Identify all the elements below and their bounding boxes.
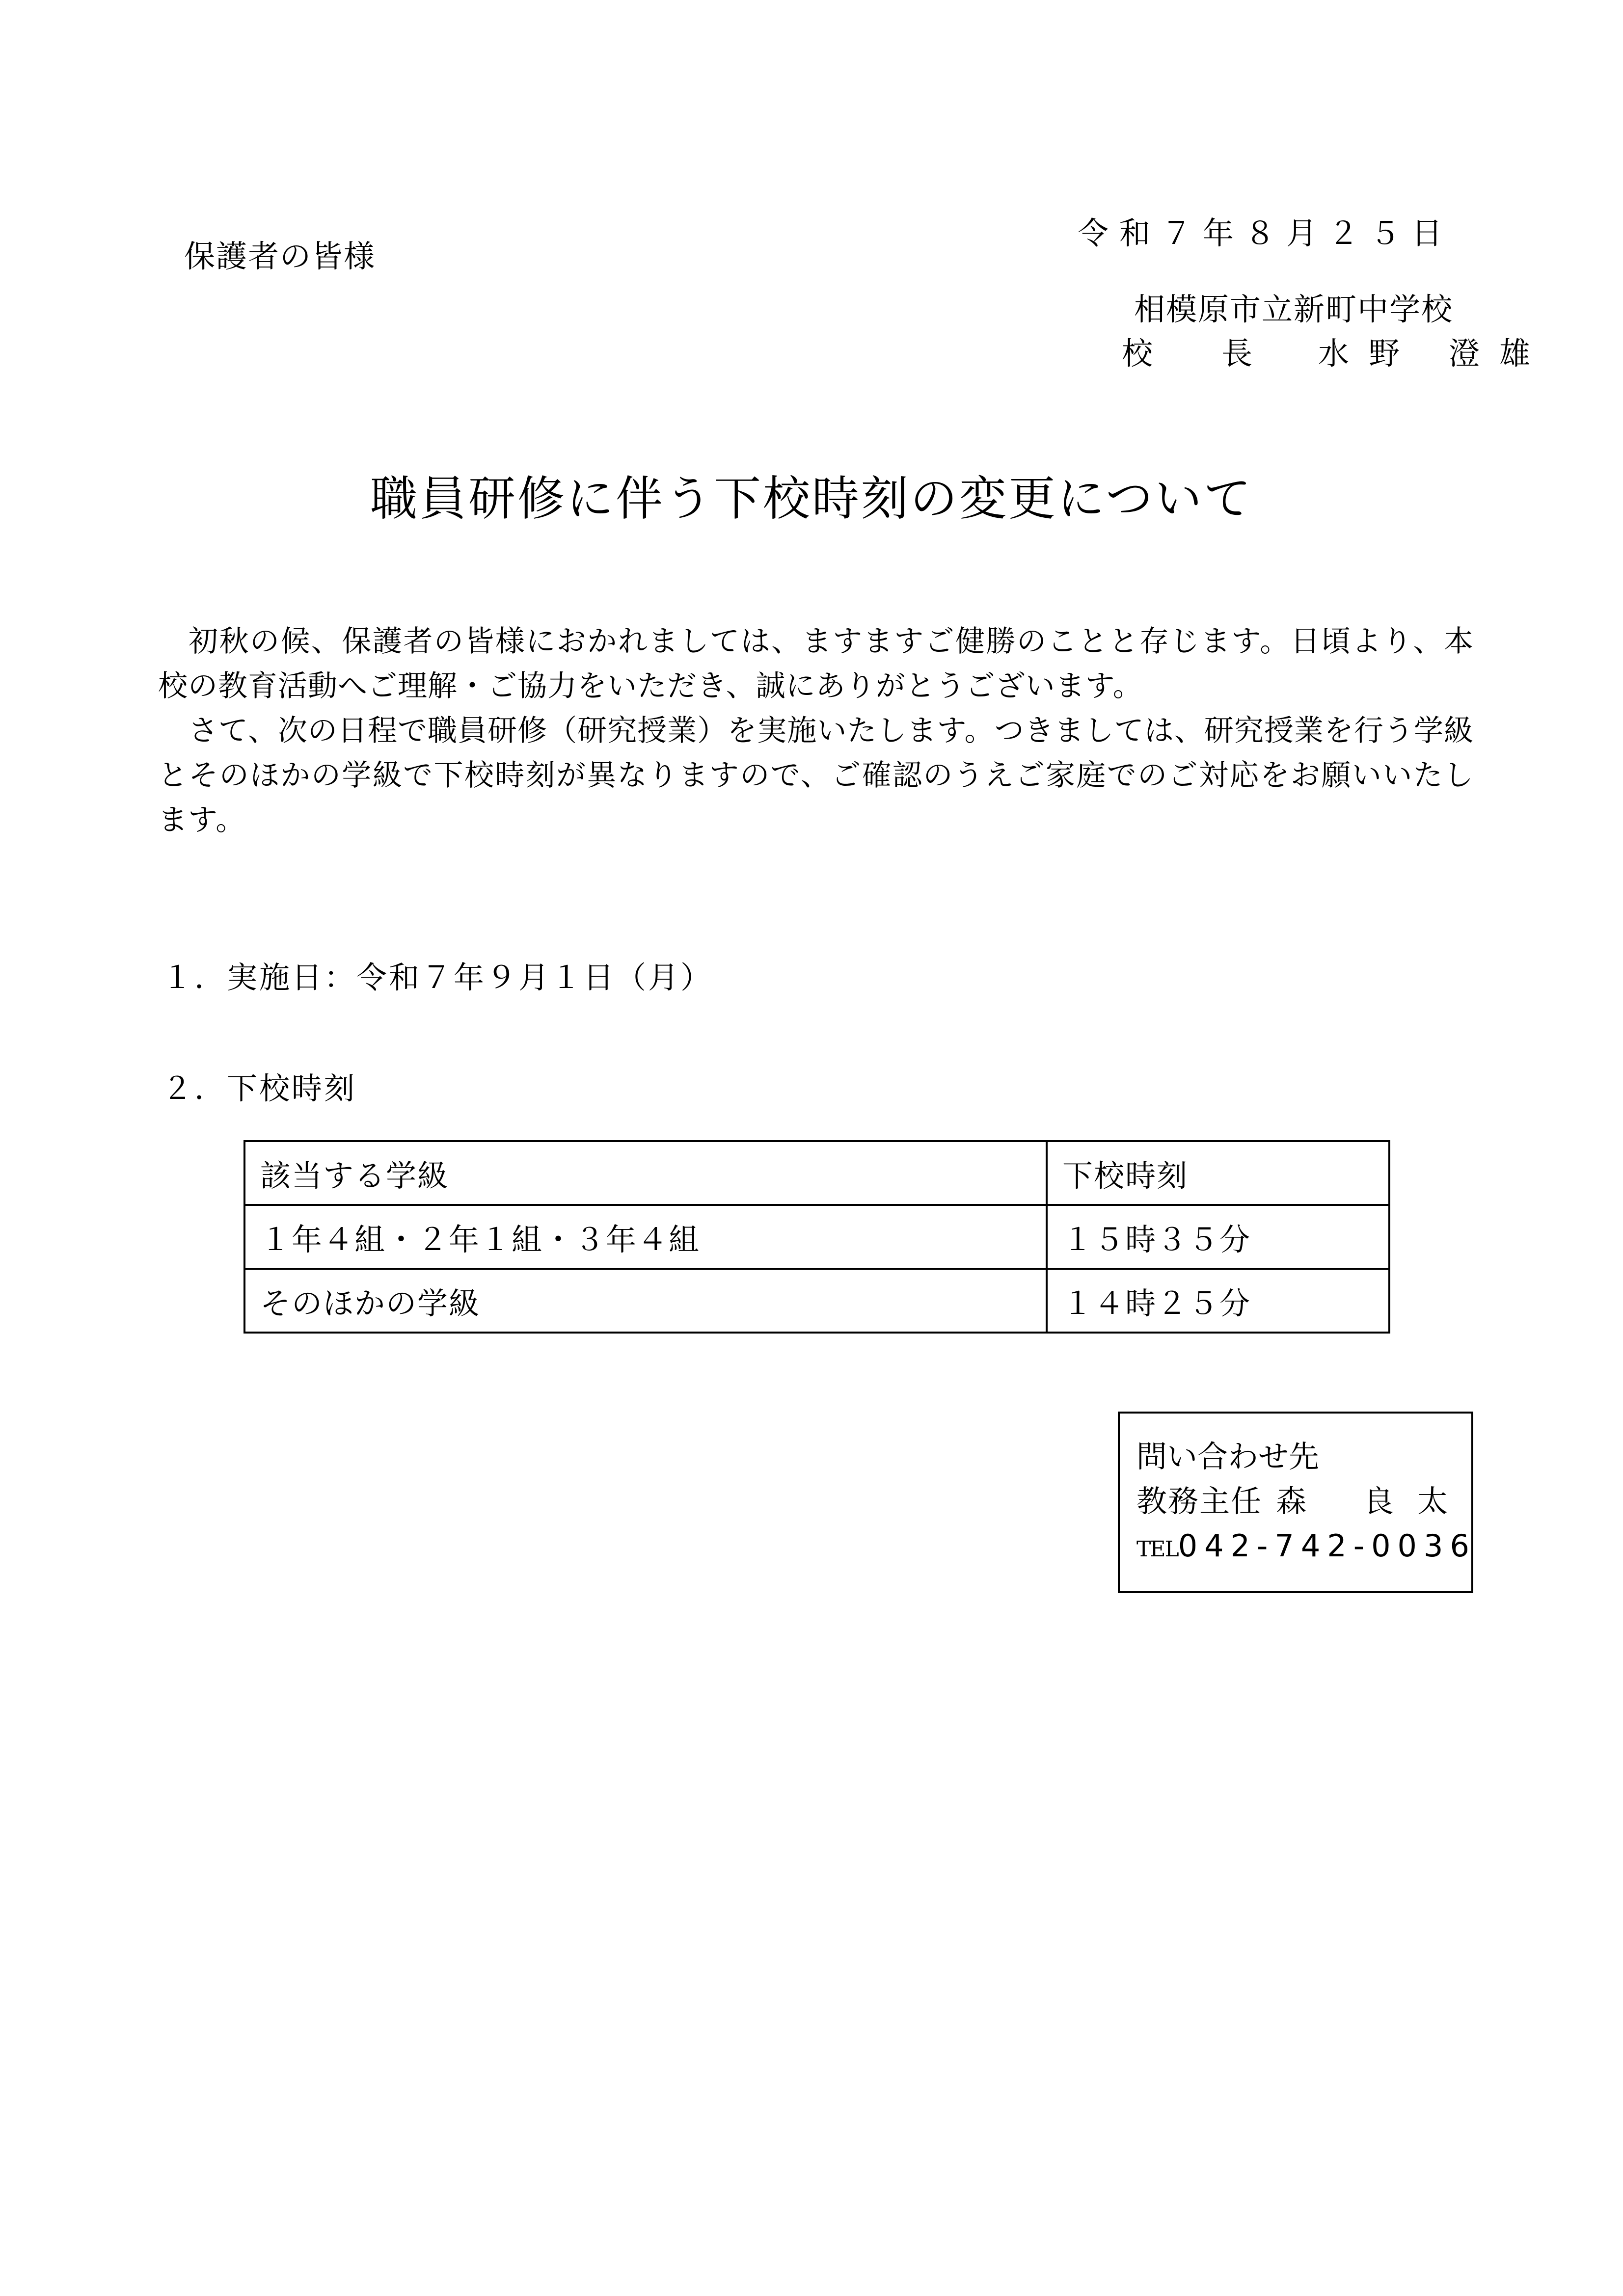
- table-cell: １４時２５分: [1047, 1269, 1389, 1333]
- tel-number: 042-742-0036: [1178, 1528, 1476, 1564]
- principal: [1122, 329, 1550, 374]
- tel-label: TEL: [1136, 1537, 1178, 1562]
- table-header-cell: 下校時刻: [1047, 1141, 1389, 1205]
- contact-name: 森 良太: [1276, 1483, 1471, 1519]
- schedule-table: [243, 1140, 1390, 1334]
- body-paragraph: さて、次の日程で職員研修（研究授業）を実施いたします。つきましては、研究授業を行う学級とそのほかの学級で下校時刻が異なりますので、ご確認のうえご家庭でのご対応をお願いいたします。: [158, 714, 1474, 837]
- item-dismissal-time: ２．下校時刻: [162, 1070, 357, 1106]
- recipient: 保護者の皆様: [184, 239, 376, 274]
- contact-person: [1136, 1479, 1471, 1523]
- item-date: １．実施日：令和７年９月１日（月）: [162, 960, 713, 995]
- contact-tel: [1136, 1523, 1476, 1572]
- table-cell: １年４組・２年１組・３年４組: [244, 1205, 1047, 1269]
- body-text: [158, 619, 1474, 843]
- school-name: 相模原市立新町中学校: [1134, 292, 1453, 327]
- body-paragraph: 初秋の候、保護者の皆様におかれましては、ますますご健勝のことと存じます。日頃より、本校の教育活動へご理解・ご協力をいただき、誠にありがとうございます。: [158, 624, 1474, 703]
- table-header-cell: 該当する学級: [244, 1141, 1047, 1205]
- table-row: [244, 1205, 1389, 1269]
- contact-box: [1118, 1412, 1476, 1593]
- contact-heading: 問い合わせ先: [1136, 1439, 1320, 1474]
- table-cell: １５時３５分: [1047, 1205, 1389, 1269]
- table-row: [244, 1269, 1389, 1333]
- document-title: 職員研修に伴う下校時刻の変更について: [370, 471, 1253, 526]
- table-header-row: [244, 1141, 1389, 1205]
- issue-date: 令和７年８月２５日: [1078, 215, 1453, 251]
- contact-role: 教務主任: [1136, 1483, 1263, 1519]
- table-cell: そのほかの学級: [244, 1269, 1047, 1333]
- principal-name: 水野 澄雄: [1318, 336, 1550, 372]
- principal-role: 校 長: [1122, 336, 1282, 372]
